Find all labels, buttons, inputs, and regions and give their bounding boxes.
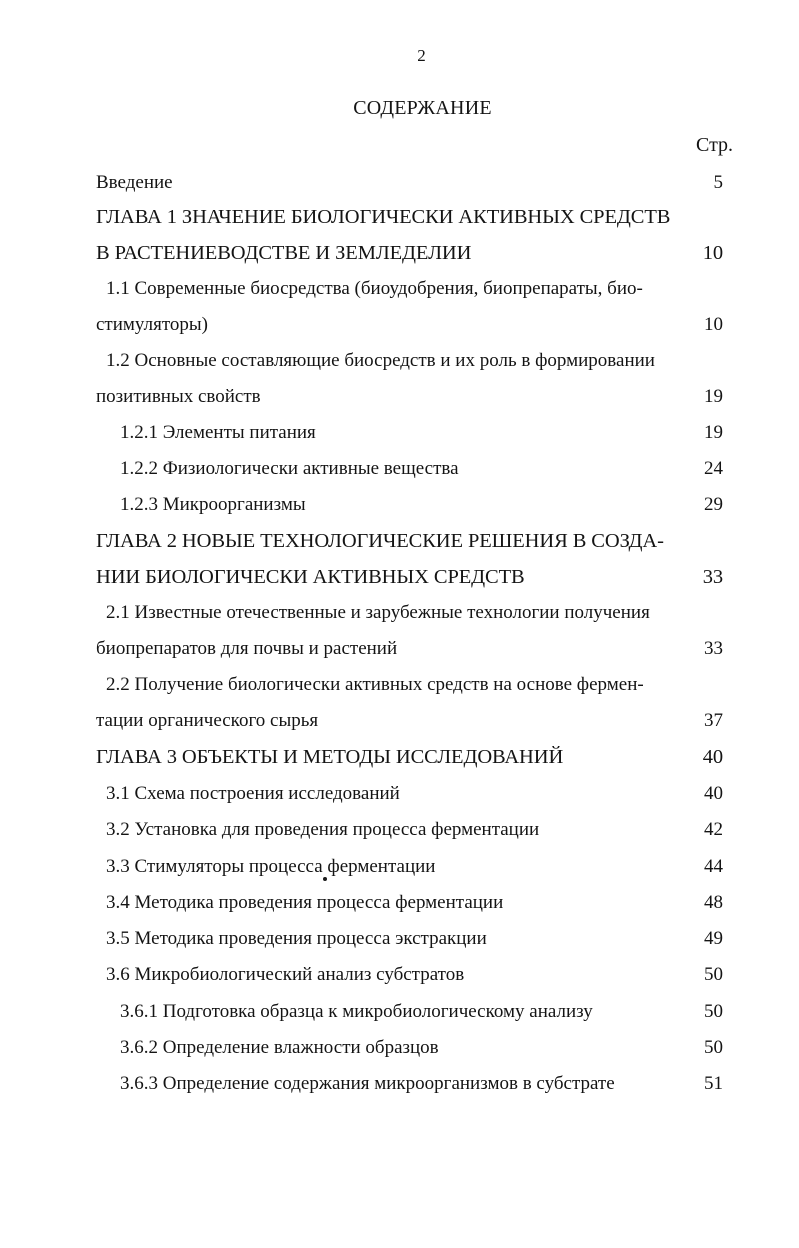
toc-entry-page: 50 <box>704 964 723 985</box>
toc-entry-page: 50 <box>704 1001 723 1022</box>
toc-entry-page: 19 <box>704 386 723 407</box>
toc-entry <box>0 523 799 559</box>
toc-entry-text: 1.2 Основные составляющие биосредств и их роль в формировании <box>106 350 655 371</box>
toc-entry-text: 3.5 Методика проведения процесса экстракции <box>106 928 487 949</box>
toc-entry <box>0 271 799 307</box>
toc-entry-page: 33 <box>704 638 723 659</box>
toc-entry-text: тации органического сырья <box>96 710 319 731</box>
toc-entry-page: 50 <box>704 1037 723 1058</box>
toc-entry <box>0 849 799 885</box>
page-number: 2 <box>417 46 426 65</box>
toc-entry-page: 37 <box>704 710 723 731</box>
toc-page-column-label: Стр. <box>696 134 734 156</box>
toc-entry-page: 19 <box>704 422 723 443</box>
toc-entry-text: 3.6 Микробиологический анализ субстратов <box>106 964 465 985</box>
toc-entry <box>0 595 799 631</box>
toc-entry <box>0 165 799 201</box>
toc-entry-page: 10 <box>702 242 723 264</box>
toc-entry-text: 3.3 Стимуляторы процесса ферментации <box>106 856 436 877</box>
toc-entry-page: 10 <box>704 314 723 335</box>
toc-entry-page: 29 <box>704 494 723 515</box>
toc-entry-page: 5 <box>713 172 723 193</box>
toc-entry <box>0 885 799 921</box>
toc-entry-text: 2.1 Известные отечественные и зарубежные технологии получения <box>106 602 650 623</box>
toc-entry <box>0 307 799 343</box>
toc-entry <box>0 812 799 848</box>
toc-entry <box>0 631 799 667</box>
toc-entry <box>0 703 799 739</box>
toc-entry-text: 1.1 Современные биосредства (биоудобрения, биопрепараты, био- <box>106 278 643 299</box>
toc-entry-text: 3.4 Методика проведения процесса ферментации <box>106 892 504 913</box>
toc-entry <box>0 487 799 523</box>
toc-entry-text: ГЛАВА 2 НОВЫЕ ТЕХНОЛОГИЧЕСКИЕ РЕШЕНИЯ В СОЗДА- <box>96 530 664 552</box>
toc-entry-text: Введение <box>96 172 173 193</box>
toc-entry <box>0 451 799 487</box>
toc-entry-page: 48 <box>704 892 723 913</box>
toc-entry-page: 24 <box>704 458 723 479</box>
toc-entry <box>0 415 799 451</box>
toc-entry-text: 2.2 Получение биологически активных средств на основе фермен- <box>106 674 644 695</box>
toc-entry <box>0 994 799 1030</box>
toc-entry-text: позитивных свойств <box>96 386 261 407</box>
toc-entry-text: ГЛАВА 3 ОБЪЕКТЫ И МЕТОДЫ ИССЛЕДОВАНИЙ <box>96 746 564 768</box>
toc-entry <box>0 199 799 235</box>
toc-entry <box>0 921 799 957</box>
toc-entry-page: 42 <box>704 819 723 840</box>
toc-entry-text: 3.6.2 Определение влажности образцов <box>120 1037 439 1058</box>
toc-entry-page: 33 <box>702 566 723 588</box>
toc-entry-text: 3.2 Установка для проведения процесса ферментации <box>106 819 540 840</box>
toc-entry-text: 3.6.3 Определение содержания микроорганизмов в субстрате <box>120 1073 615 1094</box>
toc-entry-text: 1.2.2 Физиологически активные вещества <box>120 458 459 479</box>
toc-entry-text: НИИ БИОЛОГИЧЕСКИ АКТИВНЫХ СРЕДСТВ <box>96 566 525 588</box>
toc-entry <box>0 739 799 775</box>
toc-entry <box>0 1030 799 1066</box>
toc-entry-text: биопрепаратов для почвы и растений <box>96 638 398 659</box>
toc-entry <box>0 235 799 271</box>
toc-entry-text: 1.2.3 Микроорганизмы <box>120 494 306 515</box>
toc-entry-text: В РАСТЕНИЕВОДСТВЕ И ЗЕМЛЕДЕЛИИ <box>96 242 472 264</box>
toc-entry <box>0 1066 799 1102</box>
toc-entry-text: ГЛАВА 1 ЗНАЧЕНИЕ БИОЛОГИЧЕСКИ АКТИВНЫХ СРЕДСТВ <box>96 206 671 228</box>
toc-entry-page: 49 <box>704 928 723 949</box>
toc-entry-page: 40 <box>704 783 723 804</box>
toc-entry <box>0 667 799 703</box>
toc-entry-text: 3.1 Схема построения исследований <box>106 783 400 804</box>
toc-entry-page: 44 <box>704 856 723 877</box>
toc-entry-text: стимуляторы) <box>96 314 208 335</box>
toc-entry <box>0 776 799 812</box>
toc-entry <box>0 343 799 379</box>
toc-entry <box>0 379 799 415</box>
toc-title: СОДЕРЖАНИЕ <box>353 97 492 119</box>
toc-entry-text: 3.6.1 Подготовка образца к микробиологическому анализу <box>120 1001 593 1022</box>
toc-entry-text: 1.2.1 Элементы питания <box>120 422 316 443</box>
toc-entry-page: 51 <box>704 1073 723 1094</box>
toc-entry-page: 40 <box>702 746 723 768</box>
toc-entry <box>0 957 799 993</box>
toc-entry <box>0 559 799 595</box>
scan-speck <box>323 877 327 881</box>
